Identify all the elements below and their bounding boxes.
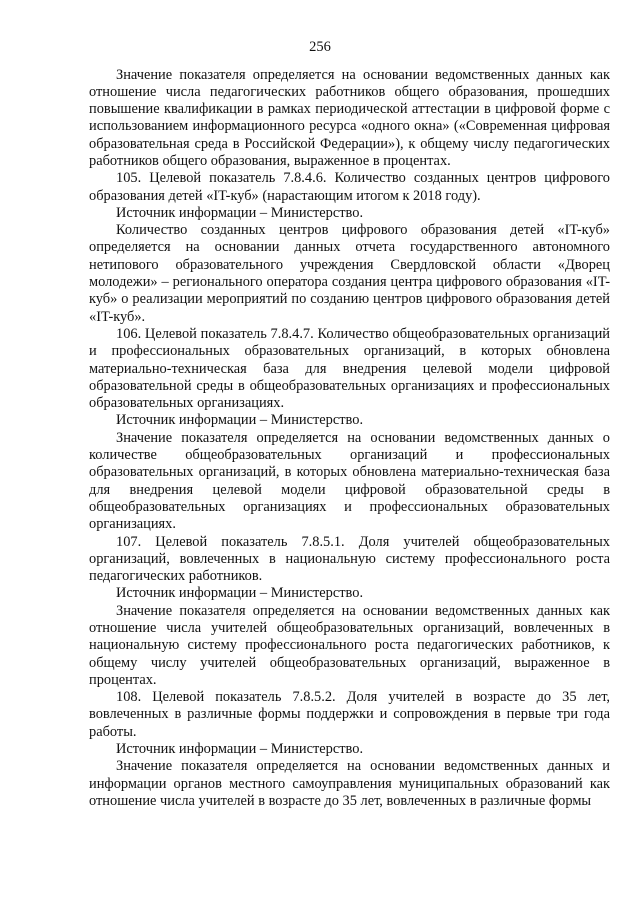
paragraph-source: Источник информации – Министерство. [116, 412, 364, 429]
paragraph-source: Источник информации – Министерство. [116, 585, 364, 602]
paragraph-indicator-calculation: Значение показателя определяется на основании ведомственных данных как отношение числа педагогических работников общего образования, прошедших повышение квалификации в рамках периодической аттестации в цифровой форме с использованием информационного ресурса «одного окна» («Современная цифровая образовательная среда в Российской Федерации»), к общему числу педагогических работников общего образования, выраженное в процентах. [89, 66, 610, 169]
paragraph-indicator-calculation: Значение показателя определяется на основании ведомственных данных о количестве общеобразовательных организаций и профессиональных образовательных организаций, в которых обновлена материально-техническая база для внедрения целевой модели цифровой образовательной среды в общеобразовательных организациях и профессиональных образовательных организациях. [89, 429, 610, 533]
paragraph-indicator-106: 106. Целевой показатель 7.8.4.7. Количество общеобразовательных организаций и профессиональных образовательных организаций, в которых обновлена материально-техническая база для внедрения целевой модели цифровой образовательной среды в общеобразовательных организациях и профессиональных образовательных организациях. [89, 325, 610, 412]
paragraph-indicator-calculation: Количество созданных центров цифрового образования детей «IT-куб» определяется на основании данных отчета государственного автономного нетипового образовательного учреждения Свердловской области «Дворец молодежи» – регионального оператора создания центра цифрового образования «IT-куб» о реализации мероприятий по созданию центров цифрового образования детей «IT-куб». [89, 222, 610, 325]
paragraph-indicator-107: 107. Целевой показатель 7.8.5.1. Доля учителей общеобразовательных организаций, вовлеченных в национальную систему профессионального роста педагогических работников. [89, 533, 610, 585]
paragraph-source: Источник информации – Министерство. [116, 741, 364, 758]
paragraph-indicator-105: 105. Целевой показатель 7.8.4.6. Количество созданных центров цифрового образования детей «IT-куб» (нарастающим итогом к 2018 году). [89, 170, 610, 204]
page-number: 256 [309, 39, 331, 55]
paragraph-source: Источник информации – Министерство. [116, 204, 364, 221]
document-body [89, 67, 610, 811]
paragraph-indicator-108: 108. Целевой показатель 7.8.5.2. Доля учителей в возрасте до 35 лет, вовлеченных в различные формы поддержки и сопровождения в первые три года работы. [89, 689, 610, 740]
paragraph-indicator-calculation: Значение показателя определяется на основании ведомственных данных и информации органов местного самоуправления муниципальных образований как отношение числа учителей в возрасте до 35 лет, вовлеченных в различные формы [89, 758, 610, 809]
paragraph-indicator-calculation: Значение показателя определяется на основании ведомственных данных как отношение числа учителей общеобразовательных организаций, вовлеченных в национальную систему профессионального роста педагогических работников, к общему числу учителей общеобразовательных организаций, выраженное в процентах. [89, 602, 610, 688]
